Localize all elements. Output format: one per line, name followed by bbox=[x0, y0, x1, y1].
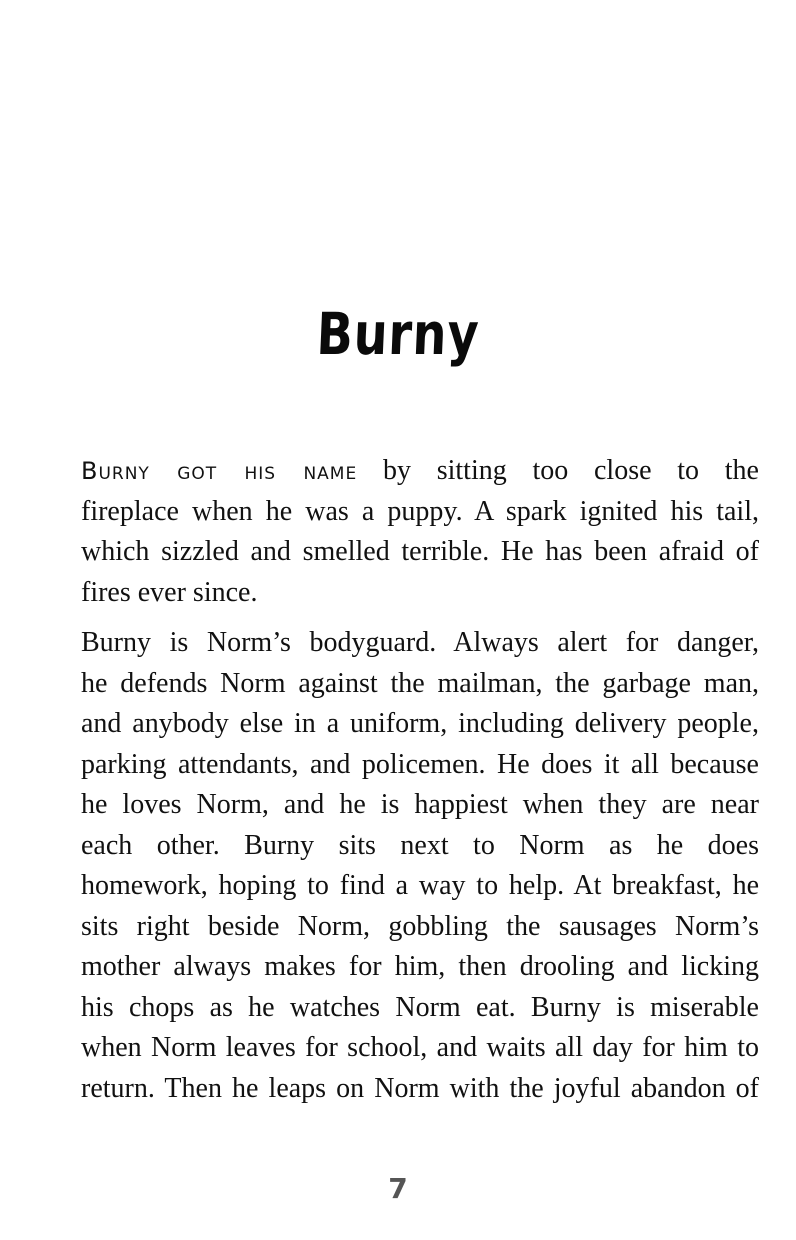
paragraph-line: each other. Burny sits next to Norm as he does bbox=[81, 829, 759, 861]
lead-in-smallcaps: Burny got his name bbox=[81, 457, 358, 485]
body-text bbox=[37, 451, 759, 1109]
paragraph-2 bbox=[37, 623, 759, 1109]
paragraph-line: fires ever since. bbox=[81, 576, 258, 608]
paragraph-line: his chops as he watches Norm eat. Burny is miserable bbox=[81, 991, 759, 1023]
paragraph-line: he loves Norm, and he is happiest when they are near bbox=[81, 789, 759, 820]
paragraph-line: mother always makes for him, then drooling and licking bbox=[81, 951, 759, 982]
paragraph-line: Burny got his name by sitting too close to the bbox=[81, 455, 759, 486]
paragraph-line: fireplace when he was a puppy. A spark ignited his tail, bbox=[81, 495, 759, 527]
paragraph-line: sits right beside Norm, gobbling the sausages Norm’s bbox=[81, 910, 759, 942]
paragraph-line: homework, hoping to find a way to help. At breakfast, he bbox=[81, 870, 759, 901]
chapter-title: Burny bbox=[315, 300, 481, 368]
paragraph-line: which sizzled and smelled terrible. He has been afraid of bbox=[81, 536, 759, 567]
paragraph-line: and anybody else in a uniform, including delivery people, bbox=[81, 708, 759, 739]
paragraph-line: return. Then he leaps on Norm with the joyful abandon of bbox=[81, 1072, 759, 1104]
page-number: 7 bbox=[388, 1172, 408, 1205]
paragraph-line: when Norm leaves for school, and waits all day for him to bbox=[81, 1032, 759, 1063]
paragraph-line: Burny is Norm’s bodyguard. Always alert for danger, bbox=[81, 627, 759, 658]
paragraph-line: parking attendants, and policemen. He does it all because bbox=[81, 748, 759, 780]
paragraph-line: he defends Norm against the mailman, the garbage man, bbox=[81, 667, 759, 699]
paragraph-1 bbox=[37, 451, 759, 613]
